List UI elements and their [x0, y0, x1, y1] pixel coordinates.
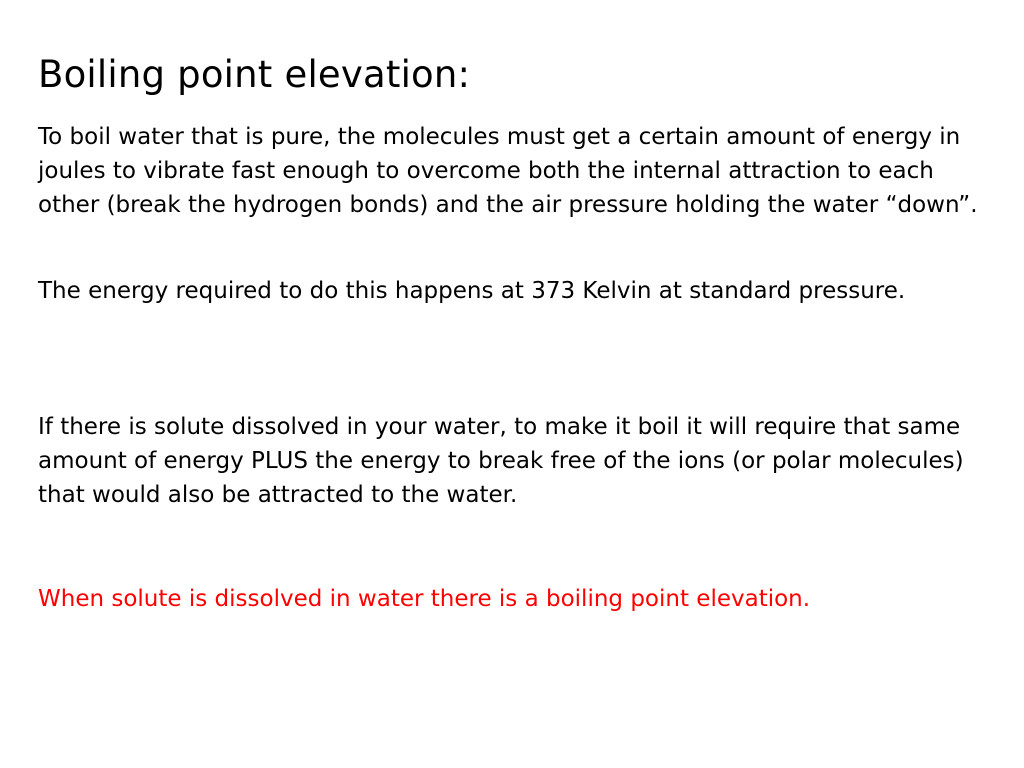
paragraph-energy-requirement: The energy required to do this happens at 373 Kelvin at standard pressure. [38, 278, 906, 304]
paragraph-pure-water: To boil water that is pure, the molecules must get a certain amount of energy in joules to vibrate fast enough to overcome both the internal attraction to each other (break the hydrogen bonds) and the air pressure holding the water “down”. [38, 124, 978, 218]
paragraph-conclusion: When solute is dissolved in water there is a boiling point elevation. [38, 586, 811, 612]
slide-title: Boiling point elevation: [38, 53, 471, 96]
paragraph-solute-effect: If there is solute dissolved in your water, to make it boil it will require that same amount of energy PLUS the energy to break free of the ions (or polar molecules) that would also be attracted to the water. [38, 414, 964, 508]
